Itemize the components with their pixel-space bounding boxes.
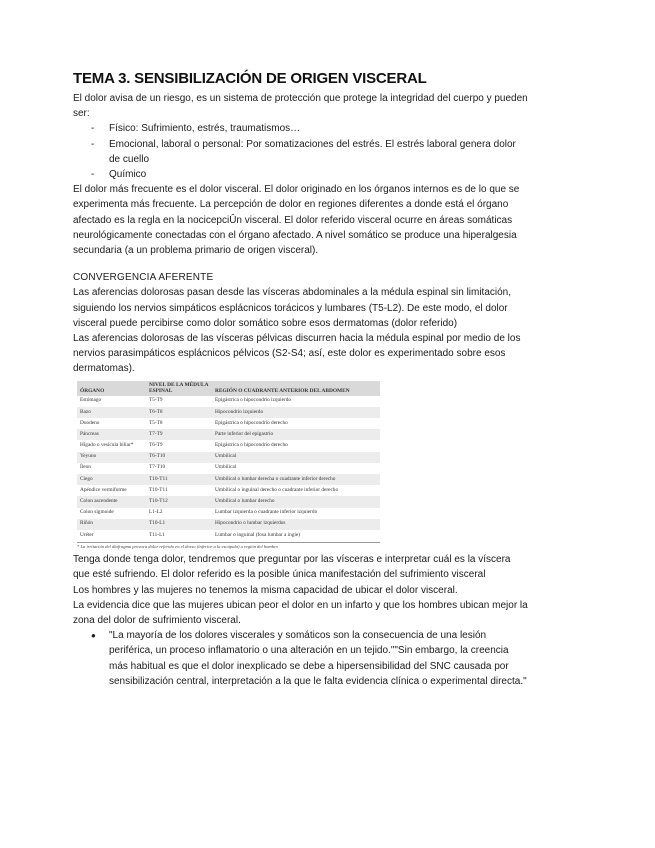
- document-page: [73, 70, 528, 689]
- evidence-paragraph: La evidencia dice que las mujeres ubican peor el dolor en un infarto y que los hombres ubican mejor la zona del dolor de sufrimiento visceral.: [73, 599, 528, 626]
- table-footnote: * La irritación del diafragma provoca dolor referido en el dorso (inferior a la escápula) o región del hombro: [77, 542, 380, 549]
- pelvic-paragraph: Las aferencias dolorosas de las vísceras pélvicas discurren hacia la médula espinal por medio de los nervios parasimpáticos esplácnicos pélvicos (S2-S4; así, este dolor es experimentado sobre esos dermatomas).: [73, 333, 521, 375]
- page-title: TEMA 3. SENSIBILIZACIÓN DE ORIGEN VISCERAL: [73, 70, 427, 87]
- cell-spinal-level: T7-T10: [149, 464, 166, 471]
- cell-spinal-level: T10-L1: [146, 519, 212, 530]
- cell-organ: Riñón: [77, 519, 146, 530]
- cell-spinal-level: T5-T8: [149, 419, 163, 426]
- table-header-row: [77, 381, 380, 396]
- header-spinal-level: NIVEL DE LA MÉDULA ESPINAL: [146, 381, 212, 396]
- cell-region: Epigástrica o hipocondrio izquierdo: [215, 397, 292, 404]
- quote-list: [73, 628, 528, 689]
- table-row: [77, 496, 380, 507]
- cell-spinal-level: T10-T11: [146, 474, 212, 485]
- interpretation-paragraph: Tenga donde tenga dolor, tendremos que preguntar por las vísceras e interpretar cuál es la víscera que esté sufriendo. El dolor referido es la posible única manifestación del sufrimiento visceral: [73, 554, 511, 581]
- referred-pain-table: [77, 381, 380, 541]
- table-row: [77, 530, 380, 541]
- cell-spinal-level: T7-T9: [146, 429, 212, 440]
- cell-organ: Uréter: [80, 531, 94, 538]
- causes-list: [73, 121, 528, 182]
- visceral-pain-paragraph: El dolor más frecuente es el dolor visceral. El dolor originado en los órganos internos es de lo que se experimenta más frecuente. La percepción de dolor en regiones diferentes a donde está el órgano afectado es la regla en la nocicepciÛn visceral. El dolor referido visceral ocurre en áreas somáticas neurológicamente conectadas con el órgano afectado. A nivel somático se produce una hiperalgesia secundaria (a un problema primario de origen visceral).: [73, 184, 520, 257]
- cell-region: Lumbar o inguinal (fosa lumbar a ingle): [215, 531, 301, 538]
- table-row: [77, 429, 380, 440]
- table-row: [77, 396, 380, 407]
- cell-organ: Colon sigmoide: [80, 509, 114, 516]
- sex-difference-paragraph: Los hombres y las mujeres no tenemos la misma capacidad de ubicar el dolor visceral.: [73, 584, 458, 596]
- cell-organ: Duodeno: [80, 419, 100, 426]
- cell-region: Hipocondrio o lumbar izquierdos: [212, 519, 380, 530]
- cell-organ: Estómago: [80, 397, 102, 404]
- cell-region: Umbilical: [215, 464, 237, 471]
- table-row: [77, 407, 380, 418]
- cell-region: Parte inferior del epigastrio: [212, 429, 380, 440]
- header-organ: ÓRGANO: [77, 381, 146, 396]
- table-row: [77, 474, 380, 485]
- cell-region: Epigástrica o hipocondrio derecho: [215, 419, 288, 426]
- cell-spinal-level: T11-L1: [149, 531, 165, 538]
- cell-region: Umbilical o inguinal derecho o cuadrante inferior derecho: [215, 486, 339, 493]
- table-row: [77, 508, 380, 519]
- cell-region: Umbilical: [212, 452, 380, 463]
- cell-organ: Yeyuno: [77, 452, 146, 463]
- list-item: - Químico: [91, 167, 528, 182]
- cell-region: Umbilical o lumbar derecho: [212, 496, 380, 507]
- list-item: - Físico: Sufrimiento, estrés, traumatismos…: [91, 121, 528, 136]
- cell-spinal-level: L1-L2: [149, 509, 163, 516]
- cell-organ: Ciego: [77, 474, 146, 485]
- cell-organ: Páncreas: [77, 429, 146, 440]
- cell-spinal-level: T5-T9: [149, 397, 163, 404]
- cell-region: Epigástrica o hipocondrio derecho: [215, 442, 288, 449]
- cell-region: Hipocondrio izquierdo: [212, 407, 380, 418]
- section-heading: CONVERGENCIA AFERENTE: [73, 272, 214, 284]
- list-item: - Emocional, laboral o personal: Por somatizaciones del estrés. El estrés laboral genera dolor de cuello: [91, 137, 528, 167]
- cell-organ: Colon ascendente: [77, 496, 146, 507]
- table-row: [77, 440, 380, 451]
- cell-spinal-level: T10-T11: [149, 486, 168, 493]
- cell-region: Umbilical o lumbar derecha o cuadrante inferior derecho: [212, 474, 380, 485]
- table-row: [77, 463, 380, 474]
- quote-item: ● "La mayoría de los dolores viscerales y somáticos son la consecuencia de una lesión periférica, un proceso inflamatorio o una alteración en un tejido.""Sin embargo, la creencia más habitual es que el dolor inexplicado se debe a hipersensibilidad del SNC causada por sensibilización central, interpretación a la que le falta evidencia clínica o experimental directa.": [91, 628, 528, 689]
- cell-spinal-level: T6-T10: [146, 452, 212, 463]
- table-row: [77, 485, 380, 496]
- cell-spinal-level: T6-T8: [146, 407, 212, 418]
- cell-organ: Íleon: [80, 464, 91, 471]
- cell-spinal-level: T10-T12: [146, 496, 212, 507]
- table-row: [77, 519, 380, 530]
- cell-region: Lumbar izquierda o cuadrante inferior izquierdo: [215, 509, 318, 516]
- cell-organ: Bazo: [77, 407, 146, 418]
- afferent-paragraph: Las aferencias dolorosas pasan desde las vísceras abdominales a la médula espinal sin limitación, siguiendo los nervios simpáticos esplácnicos torácicos y lumbares (T5-L2). De este modo, el dolor visceral puede percibirse como dolor somático sobre esos dermatomas (dolor referido): [73, 287, 512, 329]
- intro-paragraph: El dolor avisa de un riesgo, es un sistema de protección que protege la integridad del cuerpo y pueden ser:: [73, 93, 528, 120]
- cell-organ: Hígado o vesícula biliar*: [80, 442, 134, 449]
- cell-spinal-level: T6-T9: [149, 442, 163, 449]
- table-row: [77, 418, 380, 429]
- table-row: [77, 452, 380, 463]
- cell-organ: Apéndice vermiforme: [80, 486, 127, 493]
- header-region: REGIÓN O CUADRANTE ANTERIOR DEL ABDOMEN: [212, 381, 380, 396]
